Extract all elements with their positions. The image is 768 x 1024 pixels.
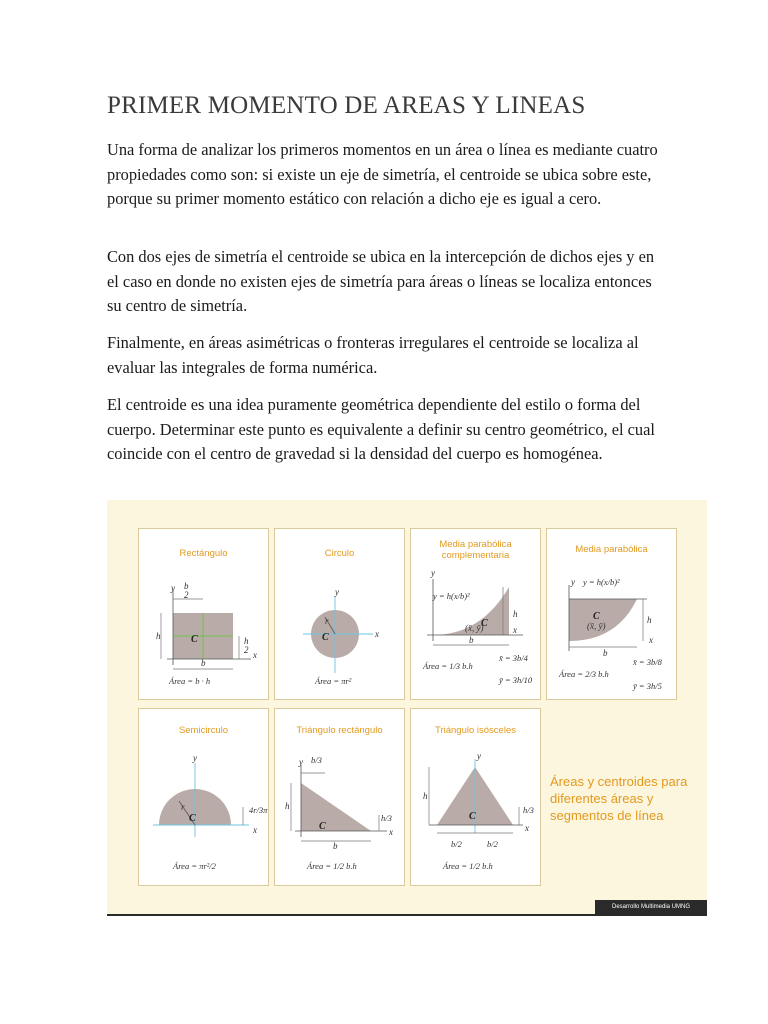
paragraph-3: Finalmente, en áreas asimétricas o fronteras irregulares el centroide se localiza al evaluar las integrales de forma numérica. xyxy=(107,333,639,377)
isosceles-triangle-diagram xyxy=(411,709,542,887)
formula: Área = b · h xyxy=(169,676,211,686)
paragraph-4: El centroide es una idea puramente geométrica dependiente del estilo o forma del cuerpo. Determinar este punto es equivalente a definir su centro geométrico, el cual coincide con el centro de gravedad si la densidad del cuerpo es homogénea. xyxy=(107,395,655,463)
formula: Área = πr²/2 xyxy=(173,861,216,871)
svg-text:h: h xyxy=(647,615,652,625)
svg-text:C: C xyxy=(322,632,329,643)
svg-text:C: C xyxy=(191,634,198,645)
formula: Área = πr² xyxy=(315,676,352,686)
card-semicircle xyxy=(138,708,269,886)
svg-text:b: b xyxy=(184,581,189,591)
svg-text:C: C xyxy=(481,618,488,629)
ybar: 4r/3π xyxy=(249,805,268,815)
card-right-triangle xyxy=(274,708,405,886)
svg-text:r: r xyxy=(181,802,185,812)
svg-text:(x̄, ȳ): (x̄, ȳ) xyxy=(587,621,606,631)
svg-text:b: b xyxy=(469,635,474,645)
svg-text:x: x xyxy=(253,825,257,835)
svg-text:x: x xyxy=(649,635,653,645)
ybar: ȳ = 3h/5 xyxy=(633,681,662,691)
page-title: PRIMER MOMENTO DE AREAS Y LINEAS xyxy=(107,92,586,119)
xbar-left: b/2 xyxy=(451,839,462,849)
svg-text:x: x xyxy=(389,827,393,837)
card-title: Triángulo isósceles xyxy=(435,725,516,736)
svg-text:y: y xyxy=(193,753,197,763)
card-half-parabola xyxy=(546,528,677,700)
xbar-right: b/2 xyxy=(487,839,498,849)
svg-text:b: b xyxy=(333,841,338,851)
svg-text:(x̄, ȳ): (x̄, ȳ) xyxy=(465,623,484,633)
semicircle-diagram xyxy=(139,709,270,887)
formula: Área = 1/3 b.h xyxy=(423,661,473,671)
card-title: Circulo xyxy=(324,548,355,559)
card-title: Triángulo rectángulo xyxy=(296,725,383,736)
card-title: Media parabólica xyxy=(575,544,648,555)
rectangle-diagram xyxy=(139,529,270,701)
curve-eq: y = h(x/b)² xyxy=(583,577,620,587)
spandrel-diagram xyxy=(411,529,542,701)
svg-text:x: x xyxy=(513,625,517,635)
svg-text:y: y xyxy=(299,757,303,767)
svg-text:C: C xyxy=(319,821,326,832)
svg-text:C: C xyxy=(593,611,600,622)
svg-text:y: y xyxy=(431,568,435,578)
figure-credit: Desarrollo Multimedia UMNG xyxy=(595,900,707,914)
svg-text:C: C xyxy=(189,813,196,824)
right-triangle-diagram xyxy=(275,709,406,887)
svg-text:r: r xyxy=(325,616,329,626)
svg-text:C: C xyxy=(469,811,476,822)
card-spandrel xyxy=(410,528,541,700)
card-title: Semicirculo xyxy=(178,725,229,736)
card-title: Media parabólica complementaria xyxy=(439,539,512,561)
svg-text:x: x xyxy=(253,650,257,660)
card-title: Rectángulo xyxy=(179,548,228,559)
centroids-figure xyxy=(107,500,707,916)
xbar: b/3 xyxy=(311,755,322,765)
paragraph-1: Una forma de analizar los primeros momentos en un área o línea es mediante cuatro propiedades como son: si existe un eje de simetría, el centroide se ubica sobre este, porque su primer momento estático con relación a dicho eje es igual a cero. xyxy=(107,140,658,208)
svg-text:y: y xyxy=(571,577,575,587)
ybar: ȳ = 3h/10 xyxy=(499,675,533,685)
svg-text:h: h xyxy=(156,631,161,641)
half-parabola-diagram xyxy=(547,529,678,701)
svg-text:2: 2 xyxy=(244,645,249,655)
formula: Área = 2/3 b.h xyxy=(559,669,609,679)
formula: Área = 1/2 b.h xyxy=(443,861,493,871)
xbar: x̄ = 3b/8 xyxy=(633,657,662,667)
svg-text:b: b xyxy=(201,658,206,668)
curve-eq: y = h(x/b)² xyxy=(433,591,470,601)
svg-text:h: h xyxy=(244,636,249,646)
circle-diagram xyxy=(275,529,406,701)
card-isosceles-triangle xyxy=(410,708,541,886)
svg-text:x: x xyxy=(375,629,379,639)
svg-text:h: h xyxy=(285,801,290,811)
svg-text:h: h xyxy=(423,791,428,801)
xbar: x̄ = 3b/4 xyxy=(499,653,528,663)
svg-text:h: h xyxy=(513,609,518,619)
paragraph-2: Con dos ejes de simetría el centroide se ubica en la intercepción de dichos ejes y en el caso en donde no existen ejes de simetría para áreas o líneas se localiza entonces su centro de simetría. xyxy=(107,247,655,315)
formula: Área = 1/2 b.h xyxy=(307,861,357,871)
figure-caption: Áreas y centroides para diferentes áreas y segmentos de línea xyxy=(550,774,688,823)
svg-text:b: b xyxy=(603,648,608,658)
svg-text:y: y xyxy=(335,587,339,597)
ybar: h/3 xyxy=(523,805,534,815)
card-circle xyxy=(274,528,405,700)
svg-text:y: y xyxy=(477,751,481,761)
svg-text:y: y xyxy=(171,583,175,593)
svg-text:x: x xyxy=(525,823,529,833)
svg-text:2: 2 xyxy=(184,590,189,600)
ybar: h/3 xyxy=(381,813,392,823)
card-rectangle xyxy=(138,528,269,700)
